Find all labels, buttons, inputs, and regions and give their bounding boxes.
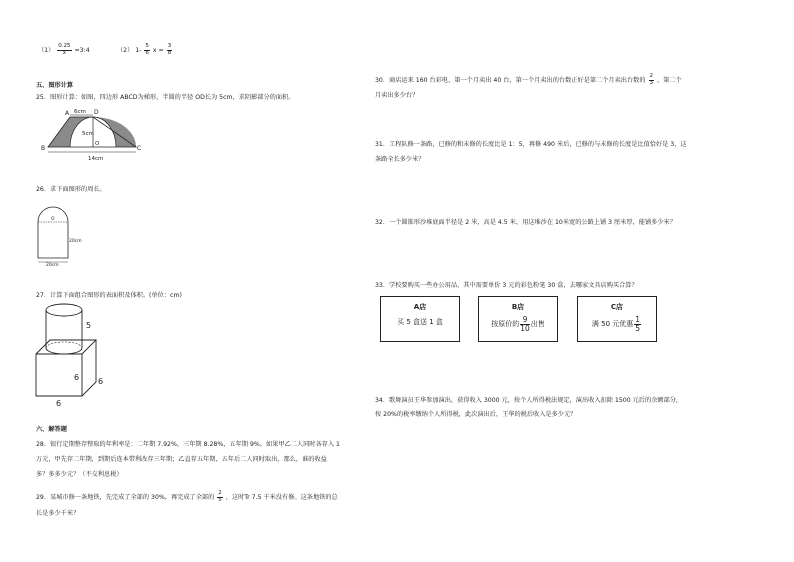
shop-c-den: 5 xyxy=(635,323,641,333)
q27-cylinder-cube-figure xyxy=(30,302,120,410)
cylinder-bottom-hidden xyxy=(46,342,82,348)
eq1-rest: =3:4 xyxy=(74,47,90,54)
section-5-heading: 五、图形计算 xyxy=(36,82,74,89)
shop-c-offer xyxy=(578,316,656,332)
shop-b-den: 10 xyxy=(520,323,530,333)
equation-2 xyxy=(117,44,173,56)
shop-b-offer-pre: 按原价的 xyxy=(491,320,520,328)
eq2-label: （2） xyxy=(117,47,134,54)
q29-line-2: 长是多少千米？ xyxy=(36,510,80,517)
q28-line-2: 万元，甲先存二年期，到期后连本带利改存三年期；乙直存五年期，五年后二人同时取出，那么，谁的收益 xyxy=(36,456,327,463)
shop-c-card xyxy=(577,296,657,342)
label-14cm: 14cm xyxy=(88,156,104,162)
shop-c-offer-pre: 满 50 元优惠 xyxy=(591,320,634,328)
eq2-den2: 8 xyxy=(167,49,172,56)
shop-c-name: C店 xyxy=(610,303,624,311)
q30-pre: 30．商店运来 160 台彩电，第一个月卖出 40 台，第一个月卖出的台数正好是第二个月卖出台数的 xyxy=(375,77,646,84)
eq2-fraction-2 xyxy=(167,44,173,56)
eq2-pre: 1- xyxy=(135,47,142,54)
q30-post: ，第二个 xyxy=(656,77,682,84)
shop-b-card xyxy=(478,296,558,342)
label-C: C xyxy=(137,145,142,152)
q28-line-3: 多？多多少元？（不交利息税） xyxy=(36,471,123,478)
arch-outline xyxy=(38,207,68,258)
label-5cm: 5cm xyxy=(82,131,94,137)
q30-line-2: 月卖出多少台？ xyxy=(375,92,419,99)
q29-den: 5 xyxy=(218,496,222,503)
q29-post: ，这时Tr 7.5 千米没有修。这条地铁的总 xyxy=(225,494,338,501)
q30-fraction xyxy=(649,74,655,86)
shop-b-offer-post: 出售 xyxy=(530,320,545,328)
q33-text: 33．学校要购买一些办公用品，其中需要单价 3 元的彩色粉笔 30 盒，去哪家文具店购买合算？ xyxy=(375,282,638,289)
shop-c-num: 1 xyxy=(635,315,641,324)
eq2-num2: 3 xyxy=(167,43,172,49)
cube-side xyxy=(82,340,96,396)
q28-line-1: 28．银行定期整存整取的年利率是：二年期 7.92%，三年期 8.28%，五年期 9%。如果甲乙二人同时各存入 1 xyxy=(36,441,340,448)
eq1-den: x xyxy=(62,49,67,56)
arch-side-label: 20cm xyxy=(69,239,82,244)
label-O: O xyxy=(95,141,100,147)
q25-text: 25．图形计算：如图，四边形 ABCD为梯形，半圆的半径 OD长为 5cm，求阴影部分的面积。 xyxy=(36,94,295,101)
q30-den: 3 xyxy=(649,79,654,86)
q29-pre: 29．某城市修一条地铁，先完成了全部的 30%，再完成了全部的 xyxy=(36,494,215,501)
cylinder-bottom xyxy=(46,348,82,354)
shop-a-card xyxy=(380,296,460,342)
q30-num: 2 xyxy=(649,73,654,79)
cylinder-top xyxy=(46,304,82,316)
shop-b-num: 9 xyxy=(520,316,530,325)
shop-a-name: A店 xyxy=(413,303,427,311)
q26-arch-figure xyxy=(32,202,92,266)
arch-center-label: O xyxy=(51,217,55,222)
label-B: B xyxy=(41,145,46,152)
eq2-num: 5 xyxy=(145,43,149,49)
eq1-label: （1） xyxy=(38,47,55,54)
shop-b-name: B店 xyxy=(511,303,525,311)
q31-line-1: 31．工程队修一条路，已修的和未修的长度比是 1：5，再修 490 米后，已修的与未修的长度是比值恰好是 3，这 xyxy=(375,141,687,148)
eq1-fraction xyxy=(57,44,71,56)
q29-fraction xyxy=(217,491,223,503)
label-D: D xyxy=(94,109,99,116)
q34-line-1: 34．歌舞演员王华参加演出，获得收入 3000 元，按个人所得税法规定，演出收入扣除 1500 元后的余额部分， xyxy=(375,397,683,404)
q27-text: 27．计算下面组合图形的表面积及体积。(单位：cm) xyxy=(36,292,182,299)
eq1-num: 0.25 xyxy=(58,43,71,49)
eq2-fraction-1 xyxy=(144,44,150,56)
dim-6-height: 6 xyxy=(74,373,80,382)
q31-line-2: 条路全长多少米？ xyxy=(375,156,425,163)
label-A: A xyxy=(65,110,70,117)
q29-num: 2 xyxy=(218,490,222,496)
eq2-mid: x = xyxy=(152,47,164,54)
equation-1 xyxy=(38,44,90,56)
label-6cm: 6cm xyxy=(74,109,86,115)
q26-text: 26．求下面图形的周长。 xyxy=(36,186,106,193)
arch-bottom-label: 20cm xyxy=(46,263,59,268)
dim-6-width: 6 xyxy=(56,399,62,408)
q29-line-1 xyxy=(36,491,338,503)
dim-6-depth: 6 xyxy=(98,377,104,386)
q32-text: 32．一个圆锥形沙堆底面半径是 2 米，高是 4.5 米，用这堆沙在 10米宽的公路上铺 3 厘米厚，能铺多少米？ xyxy=(375,219,676,226)
section-6-heading: 六、解答题 xyxy=(36,426,67,433)
shop-a-offer: 买 5 盒送 1 盒 xyxy=(397,318,443,326)
eq2-den: 6 xyxy=(145,49,149,56)
shop-b-fraction xyxy=(520,316,530,332)
q34-line-2: 按 20%的税率缴纳个人所得税，此次演出后，王华的税后收入是多少元？ xyxy=(375,411,577,418)
dim-5: 5 xyxy=(86,321,92,330)
q25-trapezoid-figure xyxy=(40,108,150,164)
q30-line-1 xyxy=(375,74,682,86)
shop-b-offer xyxy=(479,316,557,332)
shop-c-fraction xyxy=(634,316,641,332)
